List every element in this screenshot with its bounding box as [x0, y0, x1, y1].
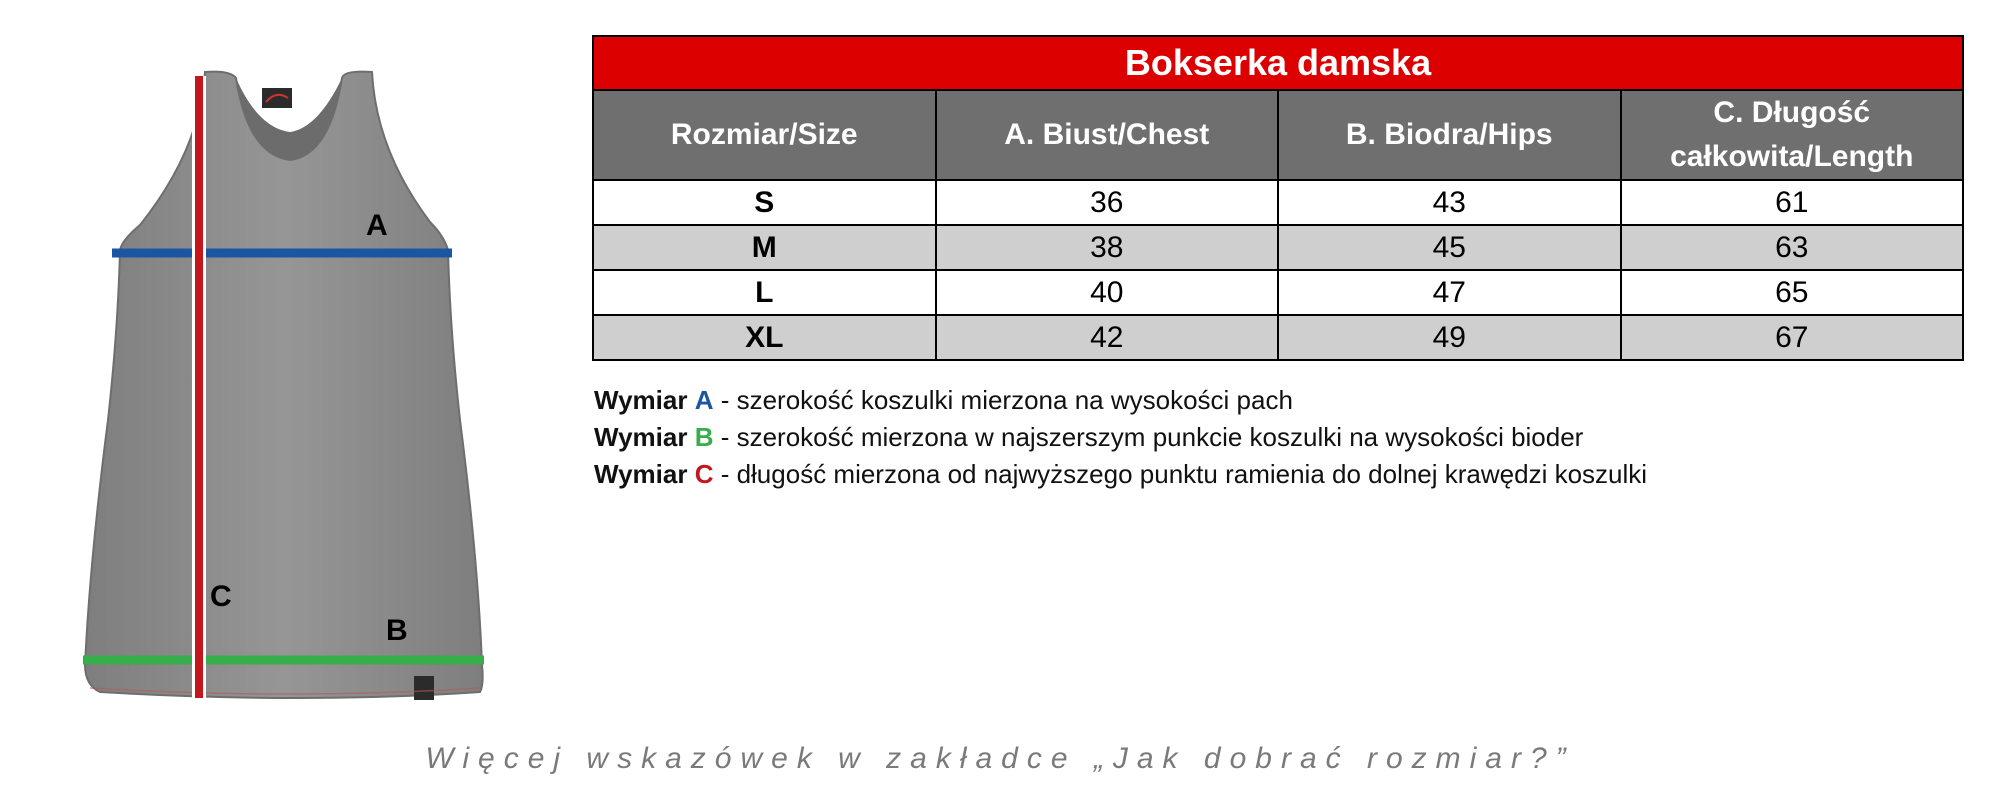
- tank-top-illustration: [0, 0, 560, 720]
- table-title: Bokserka damska: [593, 36, 1963, 90]
- table-row: [593, 180, 1963, 225]
- table-row: [593, 315, 1963, 360]
- cell-length: 67: [1621, 315, 1964, 360]
- cell-hips: 43: [1278, 180, 1621, 225]
- note-text: - długość mierzona od najwyższego punktu ramienia do dolnej krawędzi koszulki: [713, 459, 1648, 489]
- measure-label-a: A: [366, 209, 388, 242]
- note-letter-a: A: [694, 385, 714, 415]
- cell-length: 63: [1621, 225, 1964, 270]
- hem-tag-icon: [414, 676, 434, 700]
- note-a: [594, 382, 1647, 419]
- measure-label-c: C: [210, 580, 232, 613]
- size-table: [592, 35, 1964, 361]
- cell-chest: 36: [936, 180, 1279, 225]
- note-text: - szerokość koszulki mierzona na wysokości pach: [713, 385, 1293, 415]
- header-size: Rozmiar/Size: [593, 90, 936, 180]
- table-row: [593, 270, 1963, 315]
- table-row: [593, 225, 1963, 270]
- note-letter-c: C: [694, 459, 714, 489]
- note-prefix: Wymiar: [594, 422, 688, 452]
- cell-chest: 42: [936, 315, 1279, 360]
- cell-size: M: [593, 225, 936, 270]
- footer-hint: Więcej wskazówek w zakładce „Jak dobrać rozmiar?”: [425, 742, 1575, 775]
- tank-top-body: [85, 72, 483, 698]
- cell-hips: 47: [1278, 270, 1621, 315]
- cell-length: 65: [1621, 270, 1964, 315]
- note-letter-b: B: [694, 422, 714, 452]
- note-b: [594, 419, 1647, 456]
- measure-label-b: B: [386, 614, 408, 647]
- header-length: C. Długość całkowita/Length: [1621, 90, 1964, 180]
- cell-size: L: [593, 270, 936, 315]
- note-prefix: Wymiar: [594, 385, 688, 415]
- header-chest: A. Biust/Chest: [936, 90, 1279, 180]
- header-hips: B. Biodra/Hips: [1278, 90, 1621, 180]
- cell-size: XL: [593, 315, 936, 360]
- note-text: - szerokość mierzona w najszerszym punkcie koszulki na wysokości bioder: [713, 422, 1584, 452]
- note-prefix: Wymiar: [594, 459, 688, 489]
- cell-length: 61: [1621, 180, 1964, 225]
- cell-hips: 45: [1278, 225, 1621, 270]
- note-c: [594, 456, 1647, 493]
- cell-hips: 49: [1278, 315, 1621, 360]
- cell-size: S: [593, 180, 936, 225]
- measurement-notes: [594, 382, 1647, 493]
- cell-chest: 40: [936, 270, 1279, 315]
- cell-chest: 38: [936, 225, 1279, 270]
